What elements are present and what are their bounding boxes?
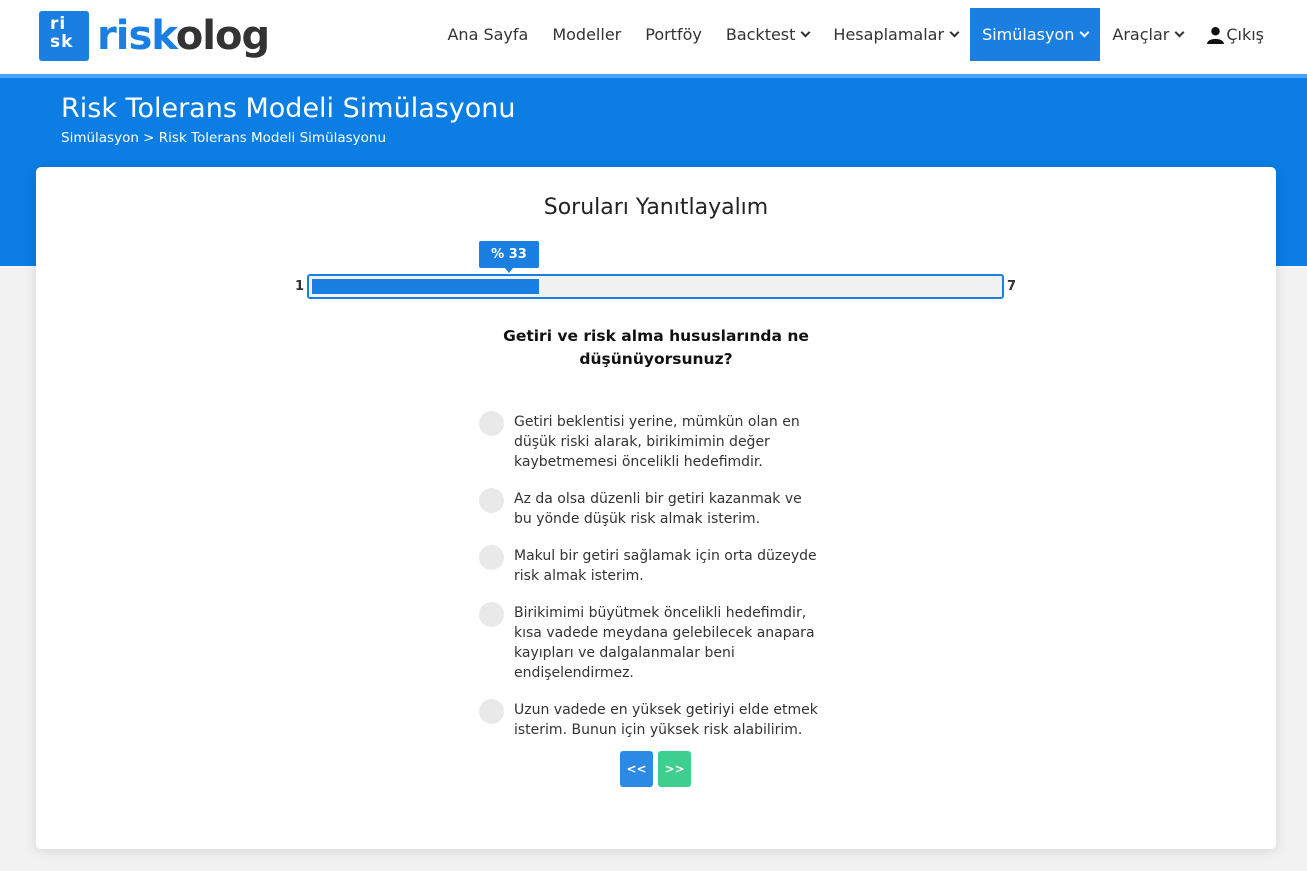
nav-label: Araçlar <box>1112 25 1170 44</box>
radio-button[interactable] <box>479 488 504 513</box>
nav-logout[interactable] <box>1195 8 1276 61</box>
answer-option-2[interactable] <box>479 488 819 529</box>
answer-option-1[interactable] <box>479 411 819 472</box>
answer-option-label: Az da olsa düzenli bir getiri kazanmak ve bu yönde düşük risk almak isterim. <box>514 491 802 527</box>
nav-portfoy[interactable] <box>633 8 714 61</box>
progress-tooltip: % 33 <box>479 241 539 268</box>
question-text: Getiri ve risk alma hususlarında ne düşünüyorsunuz? <box>503 327 809 368</box>
nav-label: Simülasyon <box>982 25 1075 44</box>
progress-min-label: 1 <box>295 279 305 294</box>
nav-label: Portföy <box>645 25 702 44</box>
card-title: Soruları Yanıtlayalım <box>543 195 769 220</box>
progress-fill <box>312 279 539 294</box>
nav-araclar[interactable] <box>1100 8 1195 61</box>
riskolog-logo[interactable] <box>39 11 269 61</box>
answer-options <box>479 411 819 756</box>
chevron-down-icon <box>1175 28 1185 38</box>
radio-button[interactable] <box>479 602 504 627</box>
question-progress <box>36 241 1276 311</box>
next-button[interactable]: >> <box>658 751 691 787</box>
logout-label: Çıkış <box>1226 25 1264 44</box>
logo-mark-bottom: sk <box>50 32 74 52</box>
logo-wordmark <box>97 11 269 61</box>
nav-label: Ana Sayfa <box>447 25 529 44</box>
logo-wordmark-olog: olog <box>175 13 270 59</box>
questionnaire-card <box>36 167 1276 849</box>
radio-button[interactable] <box>479 411 504 436</box>
main-nav <box>435 8 1276 61</box>
answer-option-label: Makul bir getiri sağlamak için orta düzeyde risk almak isterim. <box>514 548 817 584</box>
answer-option-5[interactable] <box>479 699 819 740</box>
chevron-down-icon <box>1080 28 1090 38</box>
answer-option-3[interactable] <box>479 545 819 586</box>
page-title: Risk Tolerans Modeli Simülasyonu <box>61 93 516 124</box>
user-icon <box>1207 26 1224 44</box>
chevron-down-icon <box>801 28 811 38</box>
top-navbar <box>0 0 1307 74</box>
breadcrumb: Simülasyon > Risk Tolerans Modeli Simülasyonu <box>61 130 387 146</box>
previous-button[interactable]: << <box>620 751 653 787</box>
answer-option-4[interactable] <box>479 602 819 683</box>
radio-button[interactable] <box>479 699 504 724</box>
logo-wordmark-risk: risk <box>97 13 176 59</box>
answer-option-label: Uzun vadede en yüksek getiriyi elde etmek isterim. Bunun için yüksek risk alabilirim. <box>514 702 818 738</box>
nav-hesaplamalar[interactable] <box>821 8 970 61</box>
nav-backtest[interactable] <box>714 8 822 61</box>
nav-simulasyon[interactable] <box>970 8 1100 61</box>
logo-mark <box>39 11 89 61</box>
nav-label: Backtest <box>725 25 796 44</box>
nav-modeller[interactable] <box>540 8 633 61</box>
navigation-buttons <box>620 751 696 787</box>
logo-mark-top: ri <box>50 14 67 34</box>
nav-ana-sayfa[interactable] <box>435 8 540 61</box>
progress-track <box>307 274 1004 299</box>
progress-max-label: 7 <box>1007 279 1017 294</box>
answer-option-label: Getiri beklentisi yerine, mümkün olan en düşük riski alarak, birikimimin değer kaybetmemesi öncelikli hedefimdir. <box>514 414 800 470</box>
nav-label: Modeller <box>552 25 622 44</box>
chevron-down-icon <box>950 28 960 38</box>
nav-label: Hesaplamalar <box>833 25 945 44</box>
answer-option-label: Birikimimi büyütmek öncelikli hedefimdir, kısa vadede meydana gelebilecek anapara kayıpları ve dalgalanmalar beni endişelendirmez. <box>514 605 815 681</box>
radio-button[interactable] <box>479 545 504 570</box>
